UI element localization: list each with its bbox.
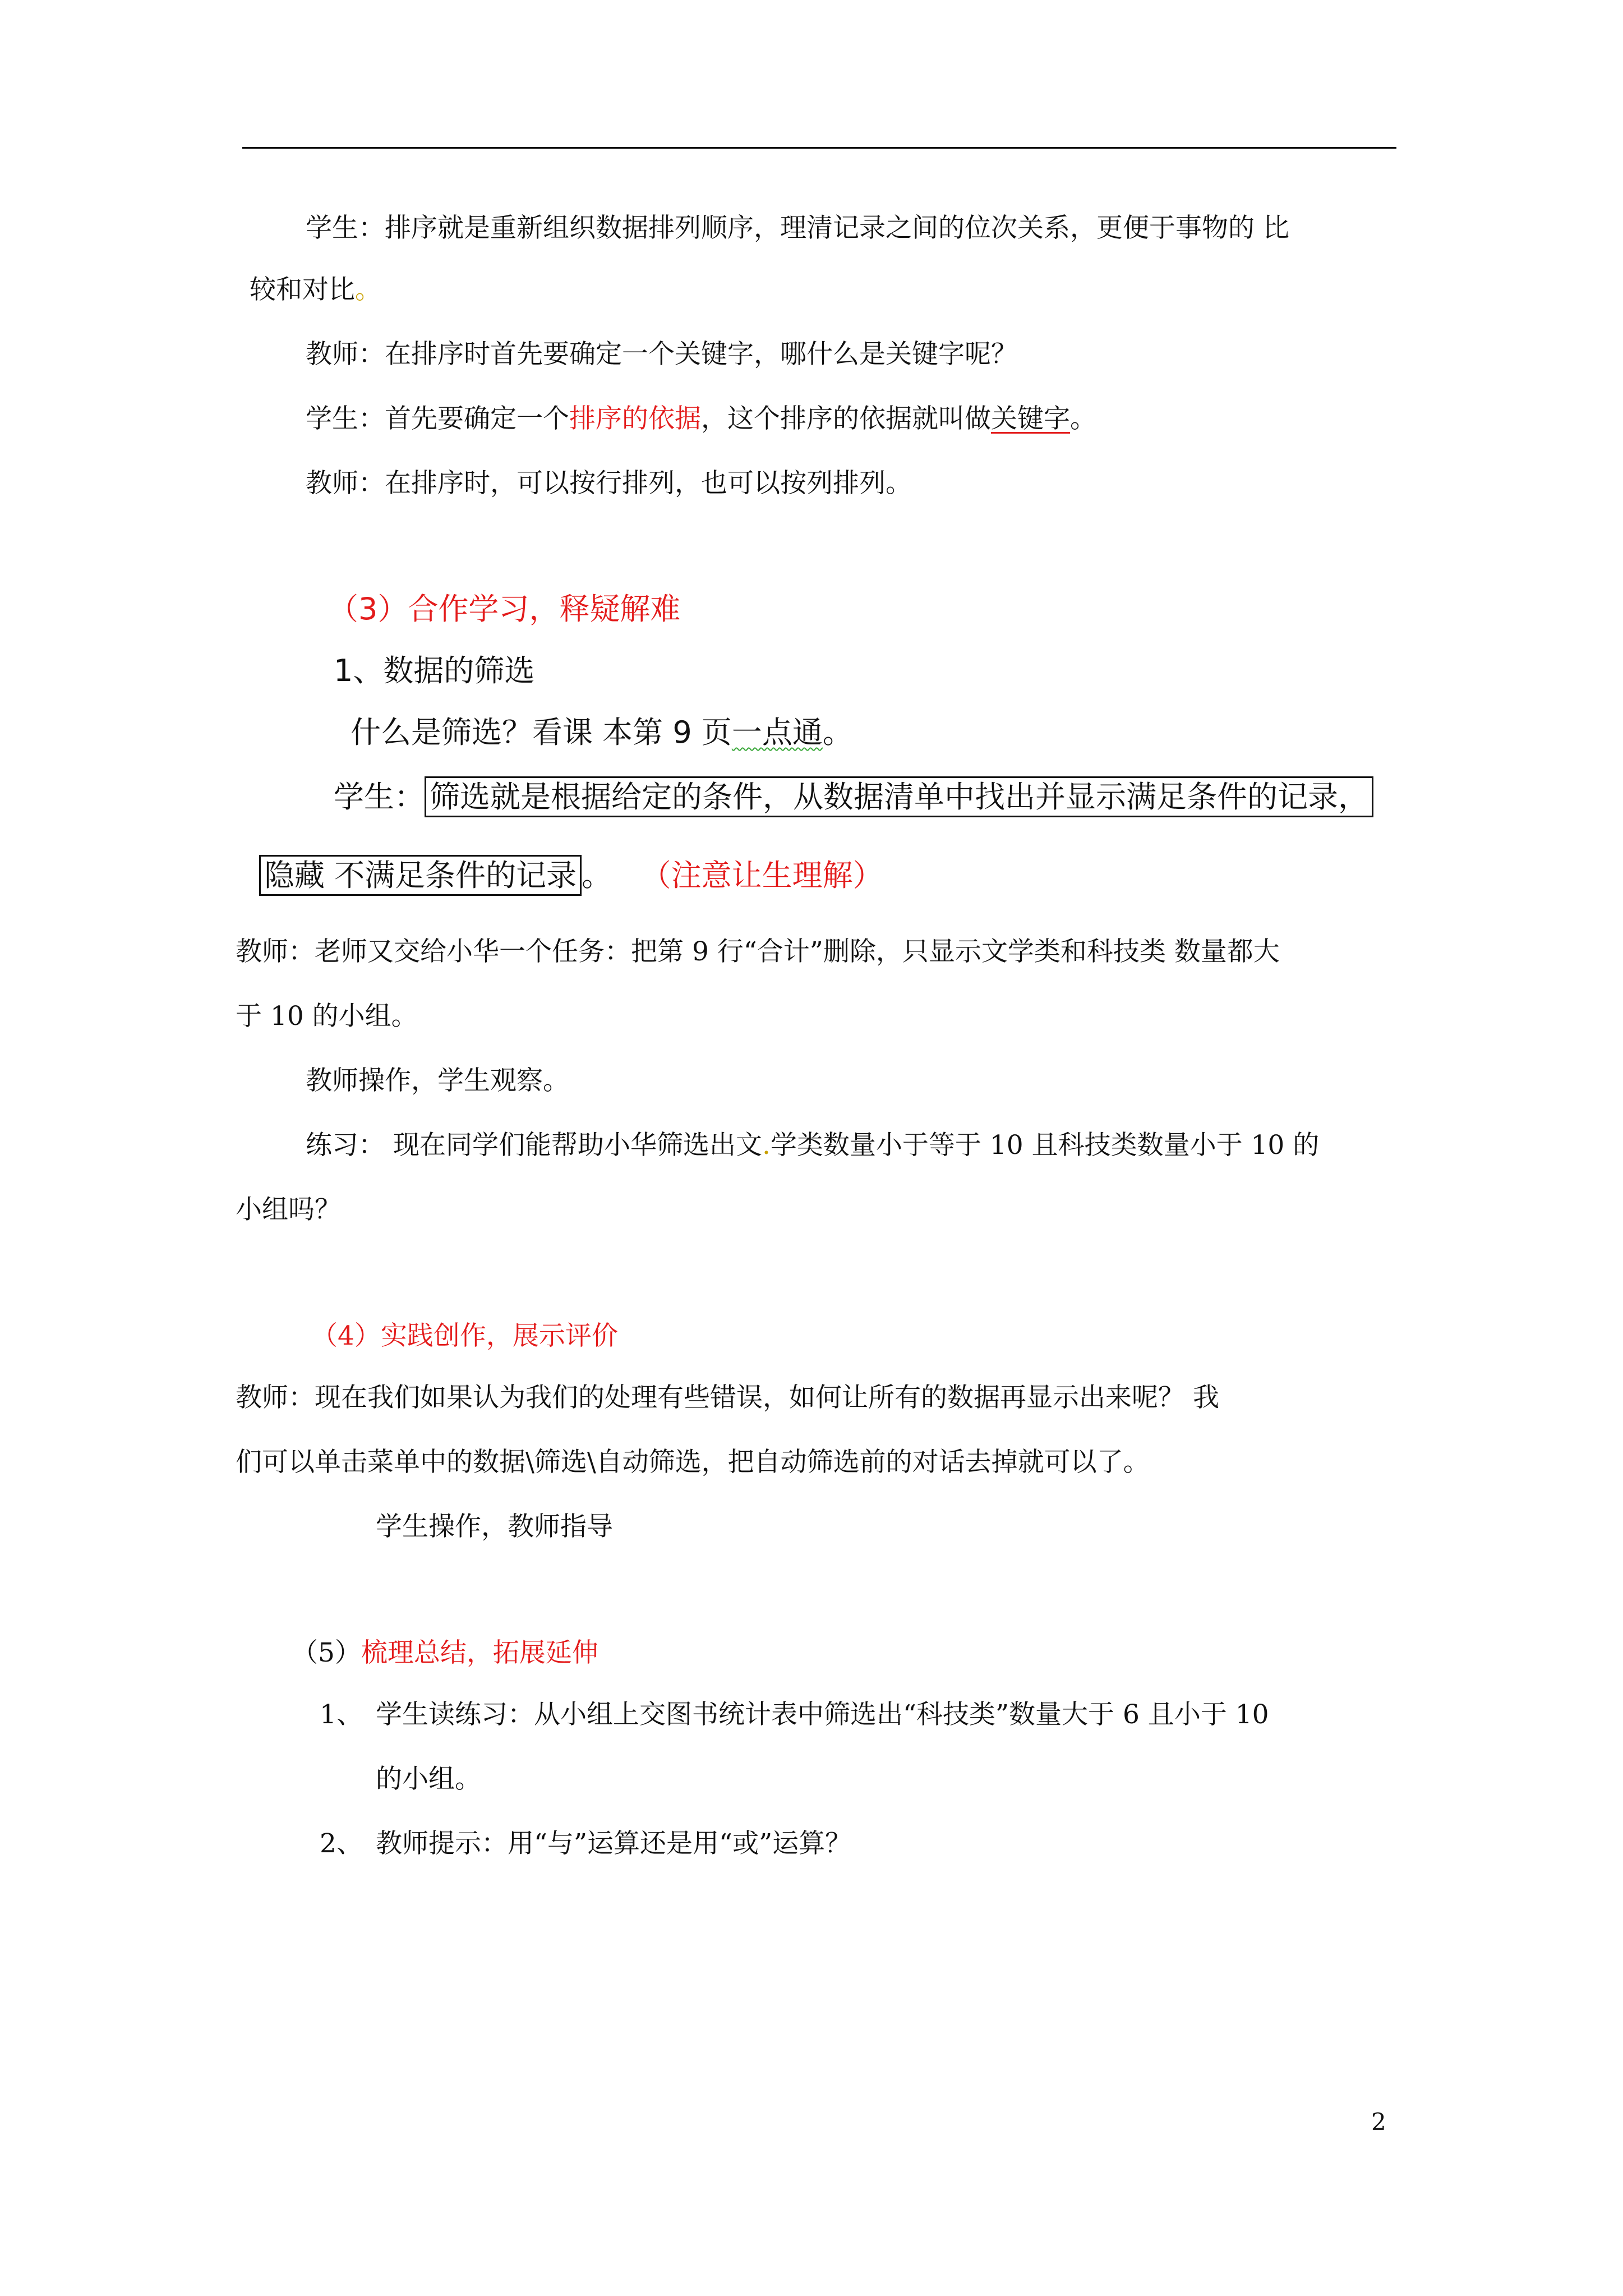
list-item-2-number: 2、 xyxy=(320,1828,363,1859)
paragraph-student-sorting: 学生：排序就是重新组织数据排列顺序，理清记录之间的位次关系，更便于事物的 比 xyxy=(306,213,1289,243)
paragraph-continuation: 较和对比。 xyxy=(250,274,381,305)
section-heading-5: （5）梳理总结，拓展延伸 xyxy=(292,1637,598,1668)
paragraph-teacher-task-cont: 于 10 的小组。 xyxy=(236,1001,418,1032)
subheading-data-filter: 1、数据的筛选 xyxy=(334,653,535,688)
section-heading-3: （3）合作学习，释疑解难 xyxy=(328,591,681,627)
question-what-is-filter: 什么是筛选？看课 本第 9 页一点通。 xyxy=(351,715,853,750)
list-item-1-cont: 的小组。 xyxy=(376,1764,481,1795)
paragraph-teacher-restore: 教师：现在我们如果认为我们的处理有些错误，如何让所有的数据再显示出来呢？ 我 xyxy=(236,1382,1219,1413)
header-rule xyxy=(242,147,1396,149)
section-heading-4: （4）实践创作，展示评价 xyxy=(311,1320,618,1351)
paragraph-exercise: 练习： 现在同学们能帮助小华筛选出文.学类数量小于等于 10 且科技类数量小于 10 的 xyxy=(306,1130,1320,1161)
paragraph-teacher-keyword: 教师：在排序时首先要确定一个关键字，哪什么是关键字呢？ xyxy=(306,339,1017,370)
paragraph-teacher-rowcol: 教师：在排序时，可以按行排列，也可以按列排列。 xyxy=(306,468,912,499)
paragraph-teacher-operates: 教师操作，学生观察。 xyxy=(306,1065,569,1096)
paragraph-student-operates: 学生操作，教师指导 xyxy=(376,1511,613,1542)
paragraph-student-keyword: 学生：首先要确定一个排序的依据，这个排序的依据就叫做关键字。 xyxy=(306,403,1096,434)
list-item-1-number: 1、 xyxy=(320,1699,363,1730)
list-item-1: 学生读练习：从小组上交图书统计表中筛选出“科技类”数量大于 6 且小于 10 xyxy=(376,1699,1269,1730)
page-number: 2 xyxy=(1371,2108,1386,2136)
list-item-2: 教师提示：用“与”运算还是用“或”运算？ xyxy=(376,1828,852,1859)
paragraph-teacher-task: 教师：老师又交给小华一个任务：把第 9 行“合计”删除，只显示文学类和科技类 数量都大 xyxy=(236,936,1280,967)
paragraph-teacher-restore-cont: 们可以单击菜单中的数据\筛选\自动筛选，把自动筛选前的对话去掉就可以了。 xyxy=(236,1447,1150,1478)
student-filter-definition: 学生： 筛选就是根据给定的条件，从数据清单中找出并显示满足条件的记录， xyxy=(334,780,1373,815)
paragraph-exercise-cont: 小组吗？ xyxy=(236,1194,341,1225)
student-filter-definition-cont: 隐藏 不满足条件的记录 。 （注意让生理解） xyxy=(259,858,883,893)
